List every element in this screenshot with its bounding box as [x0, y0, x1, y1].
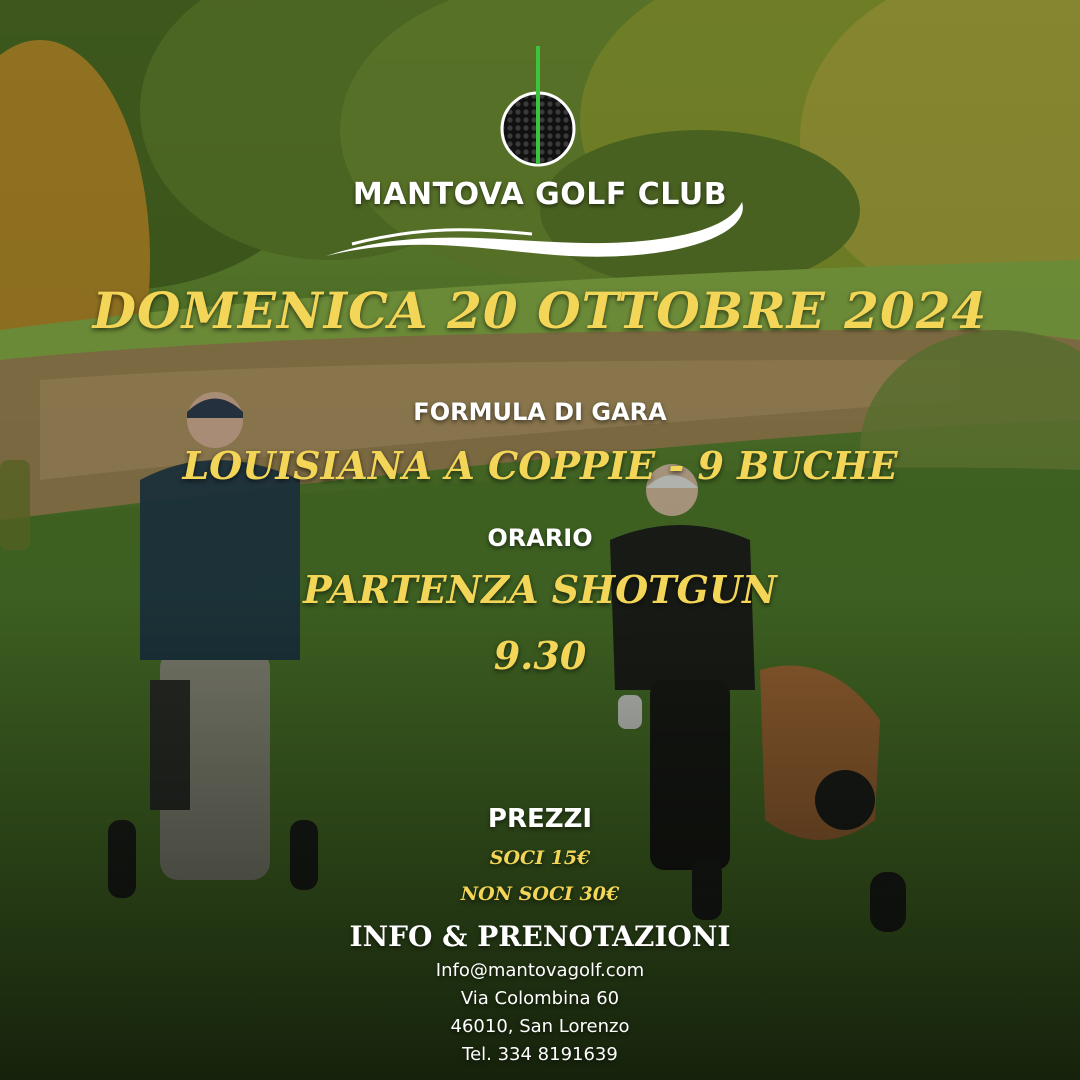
swoosh-decoration	[322, 198, 762, 264]
club-name: MANTOVA GOLF CLUB	[352, 177, 728, 212]
formula-label: FORMULA DI GARA	[413, 398, 667, 426]
start-type: PARTENZA SHOTGUN	[303, 567, 777, 612]
contact-email[interactable]: Info@mantovagolf.com	[435, 960, 645, 981]
prices-label: PREZZI	[487, 804, 593, 834]
event-date: DOMENICA 20 OTTOBRE 2024	[92, 281, 988, 340]
orario-label: ORARIO	[487, 524, 593, 552]
contact-address: Via Colombina 60	[460, 988, 620, 1009]
formula-value: LOUISIANA A COPPIE - 9 BUCHE	[182, 443, 898, 488]
start-time: 9.30	[493, 633, 587, 678]
contact-phone[interactable]: Tel. 334 8191639	[462, 1044, 618, 1065]
golf-ball-flag-icon	[490, 44, 590, 174]
info-label: INFO & PRENOTAZIONI	[349, 920, 731, 953]
price-members: SOCI 15€	[489, 847, 591, 869]
contact-city: 46010, San Lorenzo	[450, 1016, 630, 1037]
price-non-members: NON SOCI 30€	[460, 883, 620, 905]
